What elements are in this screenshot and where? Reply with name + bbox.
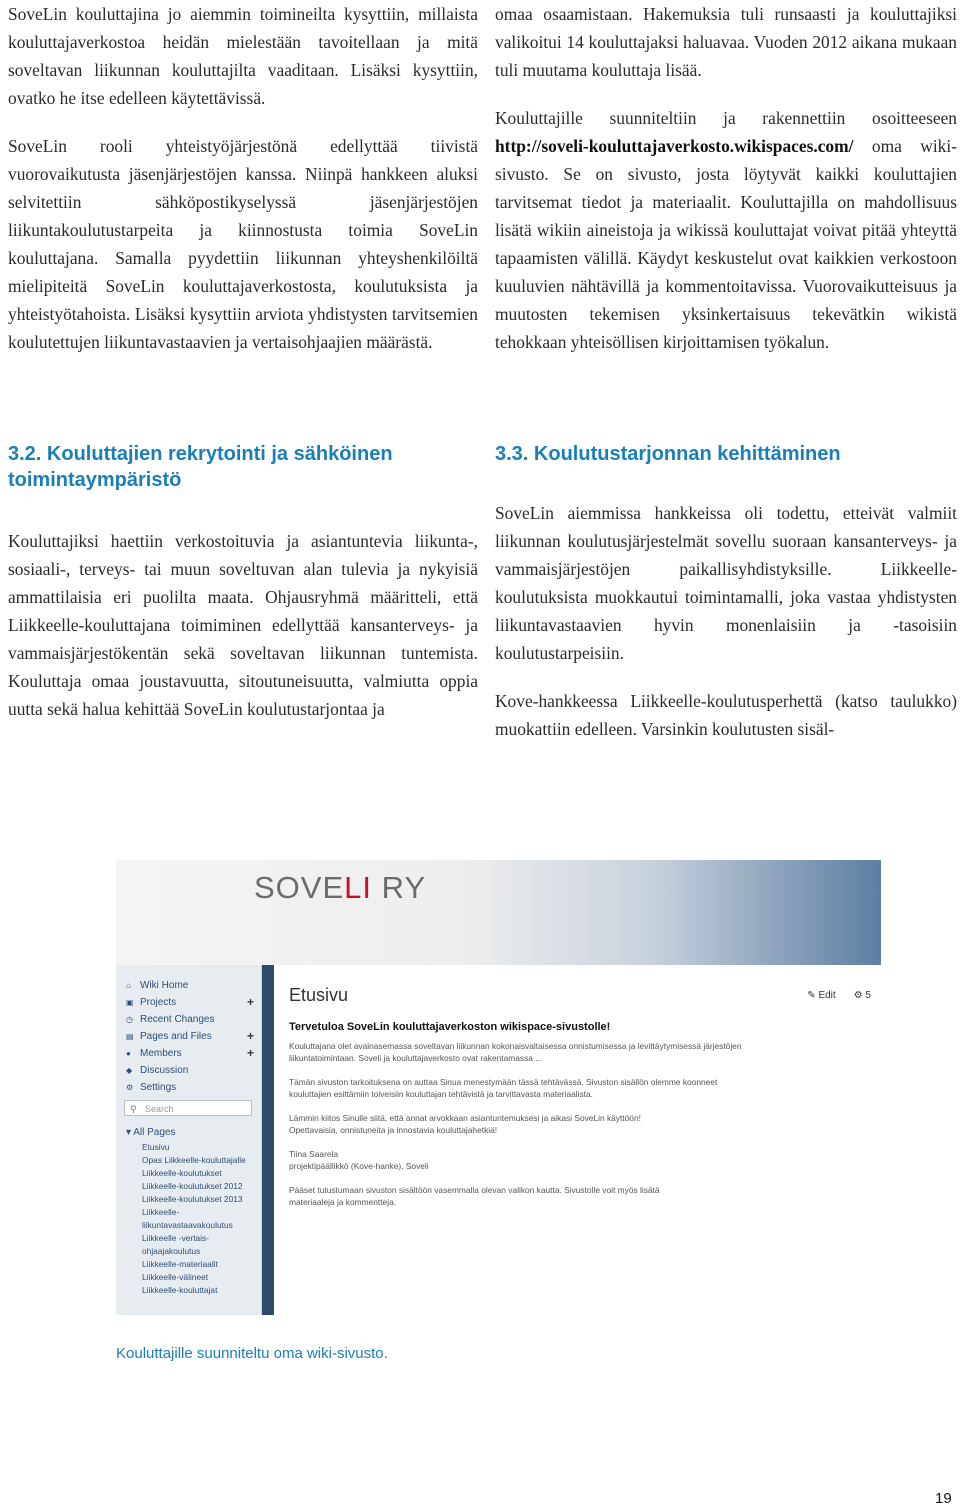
wiki-nav-label: Projects (140, 997, 177, 1008)
wiki-pages-tree (126, 1125, 254, 1297)
wiki-nav-label: Recent Changes (140, 1014, 215, 1025)
wiki-page-link[interactable]: Opas Liikkeelle-kouluttajalle (142, 1155, 246, 1165)
wiki-page-link[interactable]: Liikkeelle-koulutukset 2013 (142, 1194, 243, 1204)
section-3-2-heading: 3.2. Kouluttajien rekrytointi ja sähköinen toimintaympäristö (8, 443, 393, 491)
gear-icon: ⚙ (126, 1083, 134, 1092)
files-icon: ▤ (126, 1032, 134, 1041)
wiki-body-text (289, 1040, 829, 1208)
wiki-page-link[interactable]: ohjaajakoulutus (142, 1246, 201, 1256)
intro-paragraph-1: SoveLin kouluttajina jo aiemmin toimineilta kysyttiin, millaista kouluttajaverkostoa heidän mielestään tavoitellaan ja mitä soveltavan liikunnan kouluttajilta vaaditaan. Lisäksi kysyttiin, ovatko he itse edelleen käytettävissä. (8, 4, 478, 108)
wiki-screenshot-figure (116, 860, 881, 1315)
left-column-top (8, 0, 478, 376)
wiki-body-line: Kouluttajana olet avainasemassa soveltavan liikunnan kokonaisvaltaisessa onnistumisessa ja levittäytymisessä järjestöjen (289, 1041, 742, 1051)
wiki-sidebar (116, 965, 262, 1315)
wiki-paragraph-rest: oma wiki-sivusto. Se on sivusto, josta löytyvät kaikki kouluttajien tarvitsemat tiedot ja materiaalit. Kouluttajilla on mahdollisuus lisätä wikiin aineistoja ja wikissä kouluttajat voivat pitää yhteyttä tapaamisten välillä. Käydyt keskustelut ovat kaikkien verkostoon kuuluvien nähtävillä ja kommentoitavissa. Vuorovaikutteisuus ja muutosten tekemisen yksinkertaisuus tekevätkin wikistä tehokkaan yhteisöllisen kirjoittamisen työkalun. (495, 136, 957, 352)
section-3-3-heading: 3.3. Koulutustarjonnan kehittäminen (495, 443, 841, 465)
recruitment-continuation: omaa osaamistaan. Hakemuksia tuli runsaasti ja kouluttajiksi valikoitui 14 kouluttajaksi haluavaa. Vuoden 2012 aikana mukaan tuli muutama kouluttaja lisää. (495, 4, 957, 80)
add-icon[interactable]: + (246, 1029, 254, 1043)
wiki-page-link[interactable]: Liikkeelle- (142, 1207, 180, 1217)
wiki-nav-label: Pages and Files (140, 1031, 212, 1042)
wiki-body-line: projektipäällikkö (Kove-hanke), Soveli (289, 1161, 429, 1171)
home-icon: ⌂ (126, 981, 131, 990)
wiki-nav-item[interactable] (126, 1045, 254, 1062)
wiki-page-link[interactable]: Liikkeelle-materiaalit (142, 1259, 218, 1269)
wiki-paragraph (495, 104, 957, 356)
wiki-nav-item[interactable] (126, 1079, 254, 1096)
wiki-url-link[interactable]: http://soveli-kouluttajaverkosto.wikispaces.com/ (495, 136, 854, 156)
wiki-nav-label: Wiki Home (140, 980, 189, 991)
wiki-body-gap (289, 1136, 829, 1148)
wiki-nav-label: Settings (140, 1082, 177, 1093)
wiki-page-title: Etusivu (289, 985, 349, 1005)
soveli-logo: SOVELI RY (254, 870, 427, 905)
edit-button[interactable]: ✎ Edit (807, 989, 836, 1001)
wiki-body-line: liikuntatoimintaan. Soveli ja kouluttajaverkosto ovat rakentamassa ... (289, 1053, 543, 1063)
wiki-welcome-heading: Tervetuloa SoveLin kouluttajaverkoston wikispace-sivustolle! (289, 1021, 611, 1033)
wiki-page-link[interactable]: liikuntavastaavakoulutus (142, 1220, 233, 1230)
wiki-search-input[interactable]: ⚲ Search (124, 1100, 252, 1116)
wiki-page-link[interactable]: Etusivu (142, 1142, 170, 1152)
wiki-body-line: Lämmin kiitos Sinulle siitä, että annat arvokkaan asiantuntemuksesi ja aikasi SoveLin käyttöön! (289, 1113, 641, 1123)
wiki-page-link[interactable]: Liikkeelle-koulutukset (142, 1168, 222, 1178)
figure-caption: Kouluttajille suunniteltu oma wiki-sivusto. (116, 1345, 388, 1362)
wiki-body-gap (289, 1172, 829, 1184)
wiki-body-line: kouluttajien esittämiin toiveisiin kouluttajan tehtävistä ja tarvittavasta materiaalista. (289, 1089, 593, 1099)
section-3-3-body (495, 499, 957, 763)
wiki-nav (126, 977, 254, 1096)
add-icon[interactable]: + (246, 1046, 254, 1060)
wiki-nav-label: Discussion (140, 1065, 189, 1076)
wiki-body-line: Pääset tutustumaan sivuston sisältöön vasemmalla olevan valikon kautta. Sivustolle voit myös lisätä (289, 1185, 660, 1195)
wiki-body-line: Tiina Saarela (289, 1149, 339, 1159)
section-3-2-body (8, 527, 478, 743)
wiki-banner (116, 860, 881, 965)
wiki-nav-item[interactable] (126, 1028, 254, 1045)
wiki-page-link[interactable]: Liikkeelle -vertais- (142, 1233, 210, 1243)
intro-paragraph-2: SoveLin rooli yhteistyöjärjestönä edellyttää tiivistä vuorovaikutusta jäsenjärjestöjen kanssa. Niinpä hankkeen aluksi selvitettiin sähköpostikyselyssä jäsenjärjestöjen liikuntakoulutustarpeita ja kiinnostusta toimia SoveLin kouluttajana. Samalla pyydettiin liikunnan yhteyshenkilöiltä mielipiteitä SoveLin kouluttajaverkostosta, koulutuksista ja yhteistyötahoista. Lisäksi kysyttiin arviota yhdistysten tarvitsemien koulutettujen liikuntavastaavien ja vertaisohjaajien määrästä. (8, 136, 478, 352)
page-number: 19 (935, 1490, 952, 1507)
wiki-paragraph-lead: Kouluttajille suunniteltiin ja rakennettiin osoitteeseen (495, 108, 957, 128)
wiki-body-gap (289, 1100, 829, 1112)
wiki-actions (756, 985, 871, 1005)
section-3-2-paragraph: Kouluttajiksi haettiin verkostoituvia ja asiantuntevia liikunta-, sosiaali-, terveys- tai muun soveltuvan alan tulevia ja nykyisiä ammattilaisia eri puolilta maata. Ohjausryhmä määritteli, että Liikkeelle-kouluttajana toimiminen edellyttää kansanterveys- ja vammaisjärjestökentän sekä soveltavan liikunnan tuntemista. Kouluttaja omaa joustavuutta, sitoutuneisuutta, valmiutta oppia uutta sekä halua kehittää SoveLin koulutustarjontaa ja (8, 531, 478, 719)
wiki-page-link[interactable]: Liikkeelle-kouluttajat (142, 1285, 218, 1295)
wiki-nav-label: Members (140, 1048, 182, 1059)
search-icon: ⚲ (130, 1104, 137, 1114)
wiki-nav-item[interactable] (126, 977, 254, 994)
wiki-body-line: Tämän sivuston tarkoituksena on auttaa Sinua menestymään tässä tehtävässä. Sivuston sisällön olemme koonneet (289, 1077, 718, 1087)
discussion-icon: ◆ (126, 1066, 133, 1075)
wiki-nav-item[interactable] (126, 1062, 254, 1079)
page-settings-button[interactable]: ⚙ 5 (853, 989, 871, 1001)
clock-icon: ◷ (126, 1015, 133, 1024)
wiki-page-link[interactable]: Liikkeelle-välineet (142, 1272, 209, 1282)
all-pages-toggle[interactable]: ▾ All Pages (126, 1127, 176, 1138)
members-icon: ● (126, 1049, 131, 1058)
section-3-3-paragraph-1: SoveLin aiemmissa hankkeissa oli todettu, etteivät valmiit liikunnan koulutusjärjestelmät sovellu suoraan kansanterveys- ja vammaisjärjestöjen paikallisyhdistyksille. Liikkeelle-koulutuksista muokkautui toimintamalli, joka vastaa yhdistysten liikuntavastaavien hyvin monenlaisiin ja -tasoisiin koulutustarpeisiin. (495, 503, 957, 663)
wiki-nav-item[interactable] (126, 994, 254, 1011)
section-3-3-paragraph-2: Kove-hankkeessa Liikkeelle-koulutusperhettä (katso taulukko) muokattiin edelleen. Varsinkin koulutusten sisäl- (495, 691, 957, 739)
wiki-main (274, 965, 881, 1315)
add-icon[interactable]: + (246, 995, 254, 1009)
wiki-body-line: Opettavaisia, onnistuneita ja innostavia kouluttajahetkiä! (289, 1125, 498, 1135)
wiki-nav-item[interactable] (126, 1011, 254, 1028)
wiki-page-link[interactable]: Liikkeelle-koulutukset 2012 (142, 1181, 243, 1191)
wiki-body-gap (289, 1064, 829, 1076)
wiki-page-list (142, 1141, 254, 1297)
right-column-top (495, 0, 957, 376)
projects-icon: ▣ (126, 998, 134, 1007)
wiki-body-line: materiaaleja ja kommentteja. (289, 1197, 397, 1207)
